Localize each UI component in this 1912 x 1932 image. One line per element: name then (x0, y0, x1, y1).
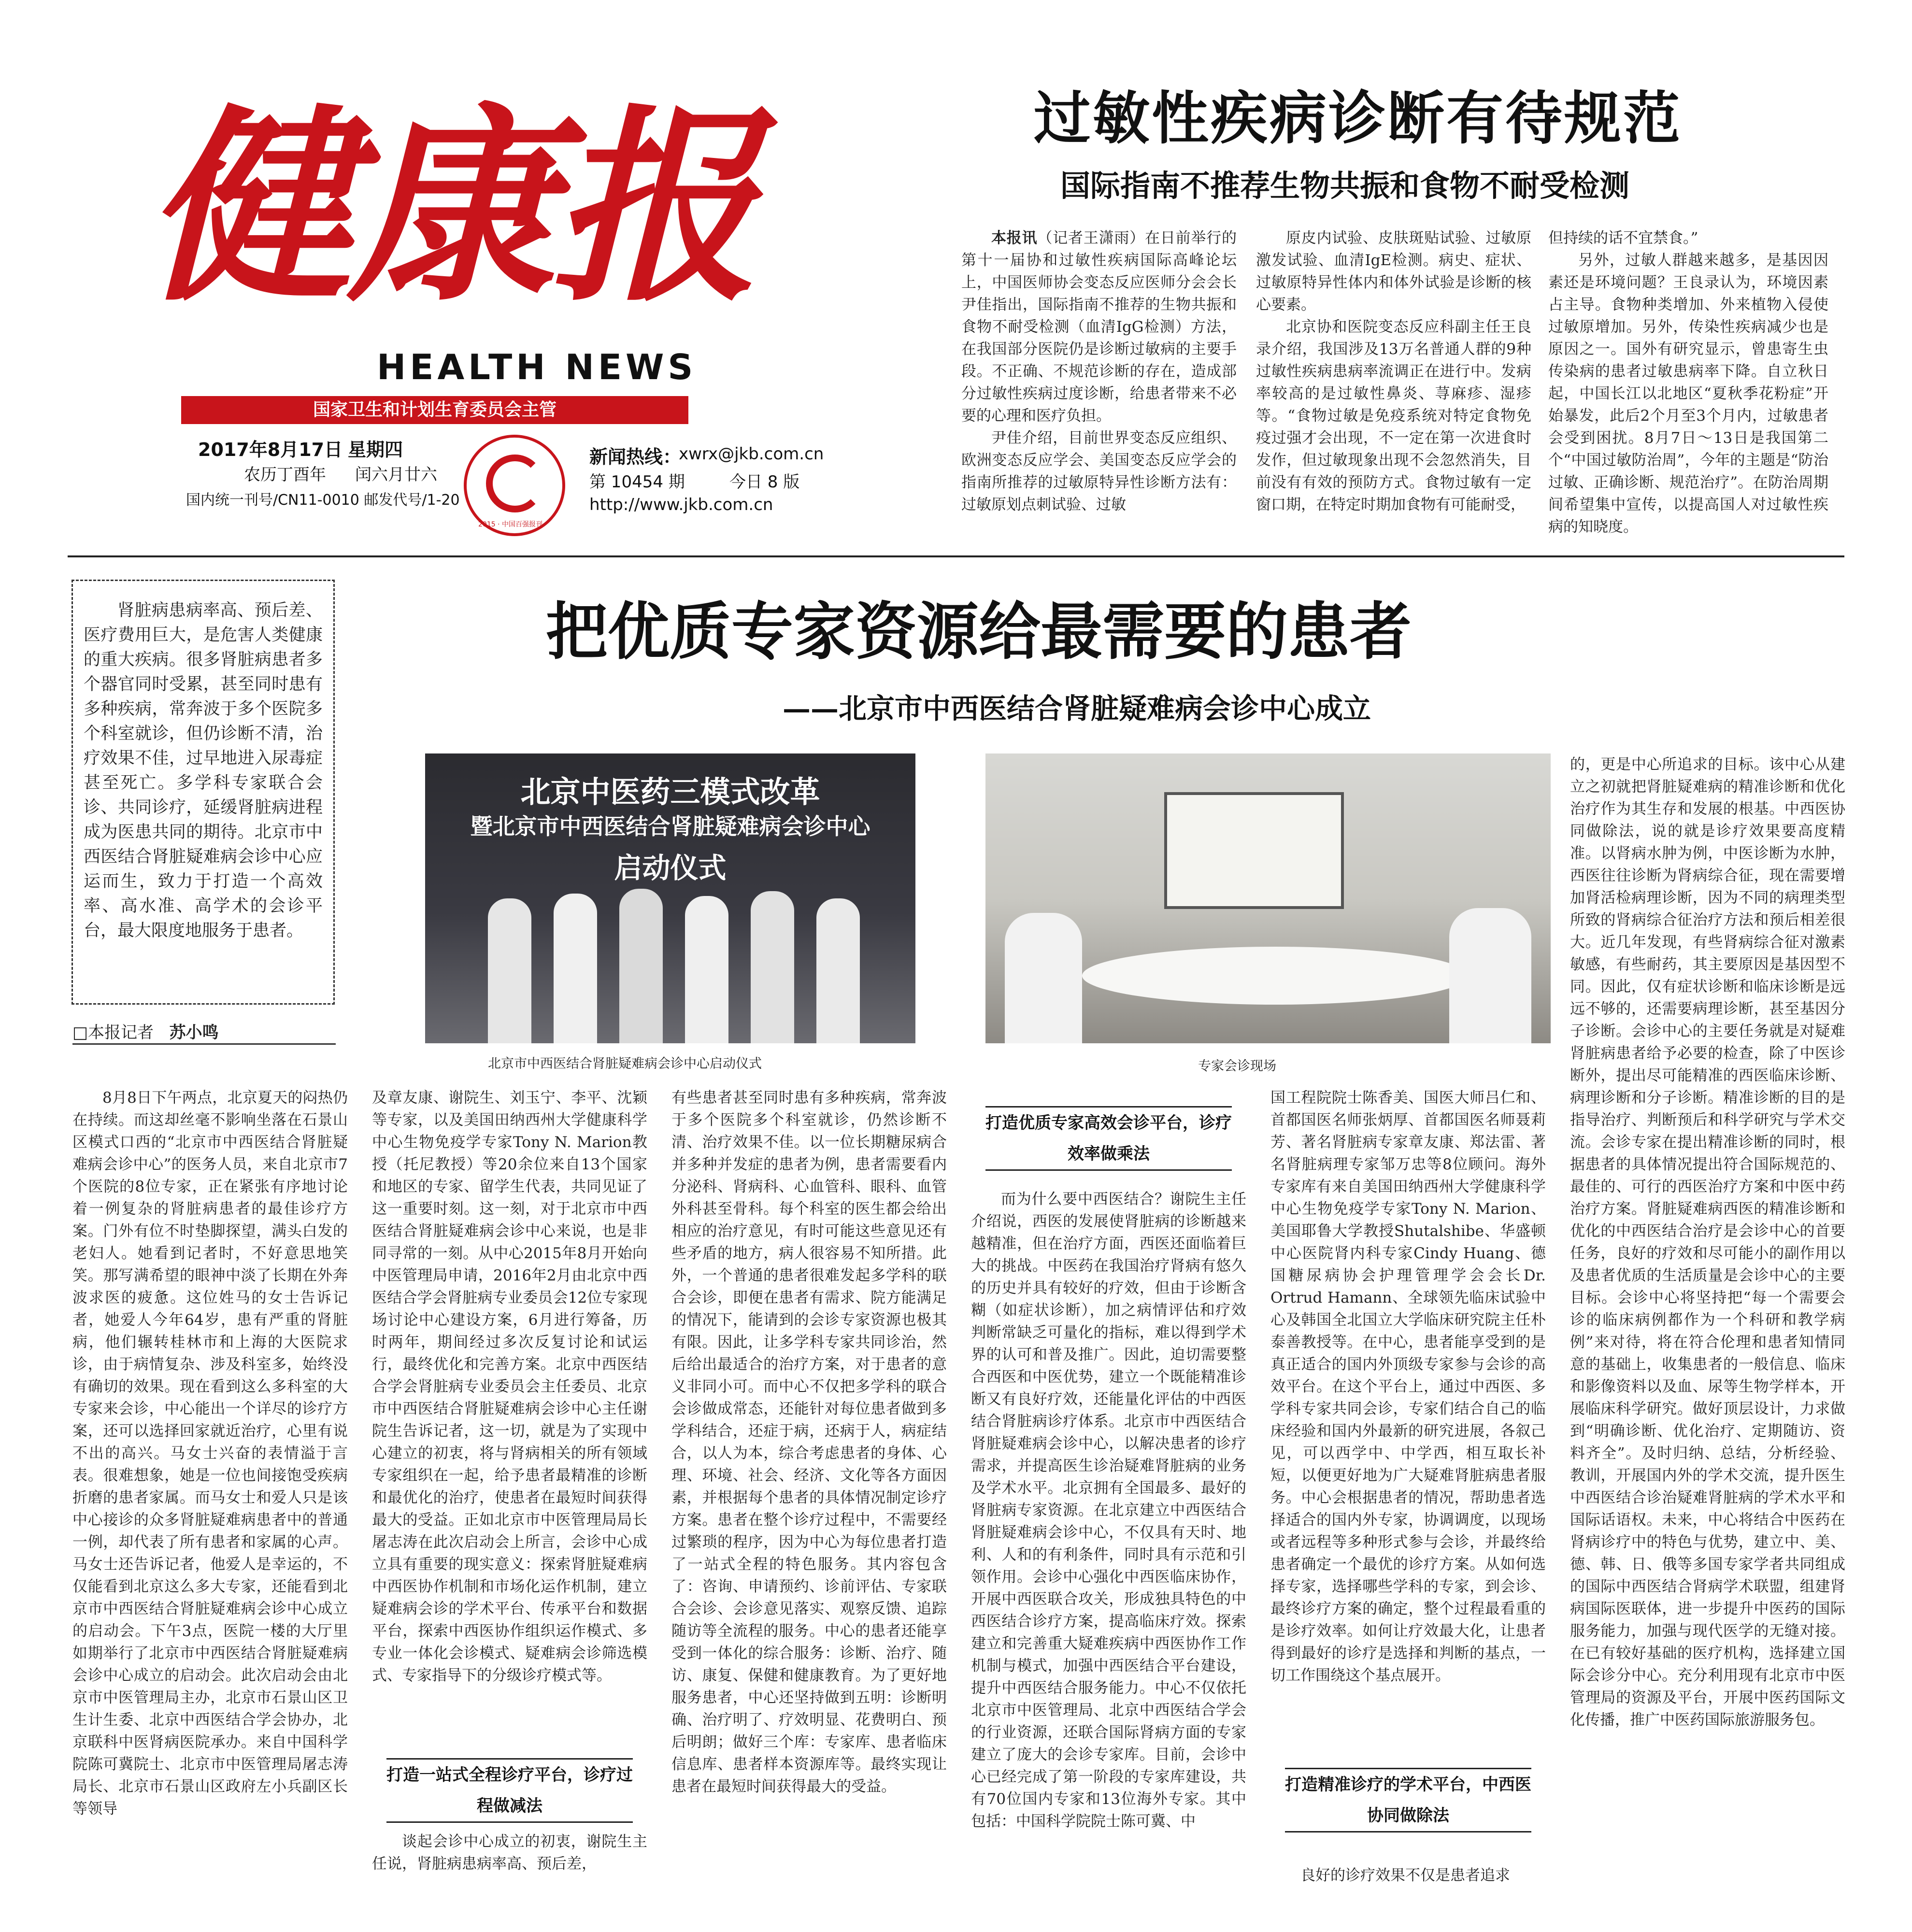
person-figure (488, 898, 531, 1043)
feature-col2-text: 及章友康、谢院生、刘玉宁、李平、沈颖等专家，以及美国田纳西州大学健康科学中心生物免疫学专家Tony N. Marion教授（托尼教授）等20余位来自13个国家和地区的专家、留学生代表，共同见证了这一重要时刻。这一刻，对于北京市中西医结合肾脏疑难病会诊中心来说，也是非同寻常的一刻。从中心2015年8月开始向中医管理局申请，2016年2月由北京中西医结合学会肾脏病专业委员会12位专家现场讨论中心建设方案，6月进行筹备，历时两年，期间经过多次反复讨论和试运行，最终优化和完善方案。北京中西医结合学会肾脏病专业委员会主任委员、北京市中西医结合肾脏疑难病会诊中心主任谢院生告诉记者，这一切，就是为了实现中心建立的初衷，将与肾病相关的所有领域专家组织在一起，给予患者最精准的诊断和最优化的治疗，使患者在最短时间获得最大的受益。正如北京市中医管理局局长屠志涛在此次启动会上所言，会诊中心成立具有重要的现实意义：探索肾脏疑难病中西医协作机制和市场化运作机制，建立疑难病会诊的学术平台、传承平台和数据平台，探索中西医协作组织运作模式、多专业一体化会诊模式、疑难病会诊筛选模式、专家指导下的分级诊疗模式等。 (372, 1089, 647, 1684)
hotline-label: 新闻热线： (589, 446, 682, 468)
consultation-photo (985, 753, 1551, 1043)
person-figure (554, 894, 597, 1043)
lead-column-3 (1548, 227, 1828, 536)
feature-column-2 (372, 1087, 647, 1763)
sponsor-bar: 国家卫生和计划生育委员会主管 (181, 396, 688, 424)
feature-col6-text: 的，更是中心所追求的目标。该中心从建立之初就把肾脏疑难病的精准诊断和优化治疗作为其生存和发展的根基。中西医协同做除法，说的就是诊疗效果要高度精准。以肾病水肿为例，中医诊断为水肿，西医往往诊断为肾病综合征，现在需要增加肾活检病理诊断，因为不同的病理类型所致的肾病综合征治疗方法和预后相差很大。近几年发现，有些肾病综合征对激素敏感，有些耐药，其主要原因是基因型不同。因此，仅有症状诊断和临床诊断是远远不够的，还需要病理诊断，甚至基因分子诊断。会诊中心的主要任务就是对疑难肾脏病患者给予必要的检查，除了中医诊断外，提出尽可能精准的西医临床诊断、病理诊断和分子诊断。精准诊断的目的是指导治疗、判断预后和科学研究与学术交流。会诊专家在提出精准诊断的同时，根据患者的具体情况提出符合国际规范的、最佳的、可行的西医治疗方案和中医中药治疗方案。肾脏疑难病西医的精准诊断和优化的中西医结合治疗是会诊中心的首要任务，良好的疗效和尽可能小的副作用以及患者优质的生活质量是会诊中心的主要目标。会诊中心将坚持把“每一个需要会诊的临床病例都作为一个科研和教学病例”来对待，将在符合伦理和患者知情同意的基础上，收集患者的一般信息、临床和影像资料以及血、尿等生物学样本，开展临床科学研究。做好顶层设计，力求做到“明确诊断、优化治疗、定期随访、资料齐全”。及时归纳、总结，分析经验、教训，开展国内外的学术交流，提升医生中西医结合诊治疑难肾脏病的学术水平和国际话语权。未来，中心将结合中医药在肾病诊疗中的特色与优势，建立中、美、德、韩、日、俄等多国专家学者共同组成的国际中西医结合肾病学术联盟，组建肾病国际医联体，进一步提升中医药的国际服务能力，加强与现代医学的无缝对接。在已有较好基础的医疗机构，选择建立国际会诊分中心。充分利用现有北京市中医管理局的资源及平台，开展中医药国际文化传播，推广中医药国际旅游服务包。 (1570, 756, 1845, 1729)
feature-col5b-text: 良好的诊疗效果不仅是患者追求 (1300, 1867, 1510, 1884)
feature-subheadline: ——北京市中西医结合肾脏疑难病会诊中心成立 (783, 692, 1371, 725)
photo1-banner-line3: 启动仪式 (614, 852, 727, 884)
lead-column-2 (1256, 227, 1531, 536)
launch-ceremony-photo (425, 753, 915, 1043)
lead-byline: 本报讯 (991, 229, 1038, 247)
lead-reporter: （记者王潇雨） (1037, 229, 1145, 247)
person-figure (751, 891, 794, 1043)
feature-byline (72, 1019, 336, 1045)
feature-col2b-text: 谈起会诊中心成立的初衷，谢院生主任说，肾脏病患病率高、预后差， (372, 1833, 647, 1873)
feature-column-5b (1270, 1864, 1546, 1903)
website-link[interactable]: http://www.jkb.com.cn (589, 495, 773, 514)
section-divider (68, 555, 1844, 557)
page-count: 今日 8 版 (729, 472, 800, 492)
lead-subheadline: 国际指南不推荐生物共振和食物不耐受检测 (1060, 168, 1630, 203)
lead-col3-text: 但持续的话不宜禁食。” (1548, 229, 1698, 247)
feature-column-5 (1270, 1087, 1546, 1734)
feature-column-1 (72, 1087, 348, 1903)
subhead-precision: 打造精准诊疗的学术平台，中西医协同做除法 (1285, 1768, 1531, 1833)
feature-col3-text: 有些患者甚至同时患有多种疾病，常奔波于多个医院多个科室就诊，仍然诊断不清、治疗效果不佳。以一位长期糖尿病合并多种并发症的患者为例，患者需要看内分泌科、肾病科、心血管科、眼科、血管外科甚至骨科。每个科室的医生都会给出相应的治疗意见，有时可能这些意见还有些矛盾的地方，病人很容易不知所措。此外，一个普通的患者很难发起多学科的联合会诊，即便在患者有需求、院方能满足的情况下，能请到的会诊专家资源也极其有限。因此，让多学科专家共同诊治，然后给出最适合的治疗方案，对于患者的意义非同小可。而中心不仅把多学科的联合会诊做成常态，还能针对每位患者做到多学科结合，还症于病，还病于人，病症结合，以人为本，综合考虑患者的身体、心理、环境、社会、经济、文化等各方面因素，并根据每个患者的具体情况制定诊疗方案。患者在整个诊疗过程中，不需要经过繁琐的程序，因为中心为每位患者打造了一站式全程的特色服务。其内容包含了：咨询、申请预约、诊前评估、专家联合会诊、会诊意见落实、观察反馈、追踪随访等全流程的服务。中心的患者还能享受到一体化的综合服务：诊断、治疗、随访、康复、保健和健康教育。为了更好地服务患者，中心还坚持做到五明：诊断明确、治疗明了、疗效明显、花费明白、预后明朗；做好三个库：专家库、患者临床信息库、患者样本资源库等。最终实现让患者在最短时间获得最大的受益。 (671, 1089, 947, 1795)
issue-weekday: 星期四 (348, 439, 403, 460)
feature-summary: 肾脏病患病率高、预后差、医疗费用巨大，是危害人类健康的重大疾病。很多肾脏病患者多个器官同时受累，甚至同时患有多种疾病，常奔波于多个医院多个科室就诊，但仍诊断不清，治疗效果不佳，过早地进入尿毒症甚至死亡。多学科专家联合会诊、共同诊疗，延缓肾脏病进程成为医患共同的期待。北京市中西医结合肾脏疑难病会诊中心应运而生，致力于打造一个高效率、高水准、高学术的会诊平台，最大限度地服务于患者。 (84, 601, 323, 940)
feature-col1-text: 8月8日下午两点，北京夏天的闷热仍在持续。而这却丝毫不影响坐落在石景山区模式口西的“北京市中西医结合肾脏疑难病会诊中心”的医务人员，来自北京市7个医院的8位专家，正在紧张有序地讨论着一例复杂的肾脏病患者的最佳诊疗方案。门外有位不时垫脚探望，满头白发的老妇人。她看到记者时，不好意思地笑笑。那写满希望的眼神中淡了长期在外奔波求医的疲惫。这位姓马的女士告诉记者，她爱人今年64岁，患有严重的肾脏病，他们辗转桂林市和上海的大医院求诊，由于病情复杂、涉及科室多，始终没有确切的效果。现在看到这么多科室的大专家来会诊，中心能出一个详尽的诊疗方案，还可以选择回家就近治疗，心里有说不出的高兴。马女士兴奋的表情溢于言表。很难想象，她是一位也间接饱受疾病折磨的患者家属。而马女士和爱人只是该中心接诊的众多肾脏疑难病患者中的普通一例，却代表了所有患者和家属的心声。马女士还告诉记者，他爱人是幸运的，不仅能看到北京这么多大专家，还能看到北京市中西医结合肾脏疑难病会诊中心成立的启动会。下午3点，医院一楼的大厅里如期举行了北京市中西医结合肾脏疑难病会诊中心成立的启动会。此次启动会由北京市中医管理局主办，北京市石景山区卫生计生委、北京中西医结合学会协办，北京联科中医肾病医院承办。来自中国科学院陈可冀院士、北京市中医管理局屠志涛局长、北京市石景山区政府左小兵副区长等领导 (72, 1089, 348, 1818)
feature-column-4 (971, 1188, 1246, 1903)
feature-col5-text: 国工程院院士陈香美、国医大师吕仁和、首都国医名师张炳厚、首都国医名师聂莉芳、著名肾脏病专家章友康、郑法雷、著名肾脏病理专家邹万忠等8位顾问。海外专家库有来自美国田纳西州大学健康科学中心生物免疫学专家Tony N. Marion、美国耶鲁大学教授Shutalshibe、华盛顿中心医院肾内科专家Cindy Huang、德国糖尿病协会护理管理学会会长Dr. Ortrud Hamann、全球领先临床试验中心及韩国全北国立大学临床研究院主任朴泰善教授等。在中心，患者能享受到的是真正适合的国内外顶级专家参与会诊的高效平台。在这个平台上，通过中西医、多学科专家共同会诊，专家们结合自己的临床经验和国内外最新的研究进展，各叙己见，可以西学中、中学西，相互取长补短，以便更好地为广大疑难肾脏病患者服务。中心会根据患者的情况，帮助患者选择适合的国内外专家，协调调度，以现场或者远程等多种形式参与会诊，并最终给患者确定一个最优的诊疗方案。从如何选择专家，选择哪些学科的专家，到会诊、最终诊疗方案的确定，整个过程最看重的是诊疗效率。如何让疗效最大化，让患者得到最好的诊疗是选择和判断的基点，一切工作围绕这个基点展开。 (1270, 1089, 1546, 1684)
lunar-date: 闰六月廿六 (355, 465, 437, 484)
person-figure (619, 889, 663, 1043)
english-title: HEALTH NEWS (377, 347, 697, 387)
feature-reporter-name: 苏小鸣 (169, 1023, 219, 1042)
lead-col2b-text: 北京协和医院变态反应科副主任王良录介绍，我国涉及13万名普通人群的9种过敏性疾病患病率流调正在进行中。发病率较高的是过敏性鼻炎、荨麻疹、湿疹等。“食物过敏是免疫系统对特定食物免疫过强才会出现，不一定在第一次进食时发作，但过敏现象出现不会忽然消失，目前没有有效的预防方式。食物过敏有一定窗口期，在特定时期加食物有可能耐受， (1256, 318, 1531, 513)
photo1-caption: 北京市中西医结合肾脏疑难病会诊中心启动仪式 (488, 1056, 762, 1071)
emblem-text: 2015 · 中国百强报刊 (478, 521, 542, 528)
projection-screen (1164, 792, 1344, 909)
meeting-table (1082, 947, 1469, 1005)
doctor-figure (1005, 913, 1082, 1043)
feature-reporter-label: □本报记者 (72, 1023, 154, 1042)
doctor-figure (1449, 908, 1531, 1043)
issue-date: 2017年8月17日 (198, 439, 343, 460)
people-group (488, 884, 860, 1043)
lead-column-1 (961, 227, 1237, 536)
photo1-banner-line2: 暨北京市中西医结合肾脏疑难病会诊中心 (470, 813, 870, 839)
feature-column-3 (671, 1087, 947, 1903)
masthead-logo: 健康报 (145, 85, 754, 329)
lead-col3b-text: 另外，过敏人群越来越多，是基因因素还是环境问题？王良录认为，环境因素占主导。食物种类增加、外来植物入侵使过敏原增加。另外，传染性疾病减少也是原因之一。国外有研究显示，曾患寄生虫传染病的患者过敏患病率下降。自立秋日起，中国长江以北地区“夏秋季花粉症”开始暴发，此后2个月至3个月内，过敏患者会受到困扰。8月7日～13日是我国第二个“中国过敏防治周”，今年的主题是“防治过敏、正确诊断、规范治疗”。在防治周期间希望集中宣传，以提高国人对过敏性疾病的知晓度。 (1548, 252, 1828, 536)
photo2-caption: 专家会诊现场 (1198, 1059, 1276, 1074)
person-figure (816, 898, 860, 1043)
lead-col1-text: 在日前举行的第十一届协和过敏性疾病国际高峰论坛上，中国医师协会变态反应医师分会会长尹佳指出，国际指南不推荐的生物共振和食物不耐受检测（血清IgG检测）方法，在我国部分医院仍是诊断过敏病的主要手段。不正确、不规范诊断的存在，造成部分过敏性疾病过度诊断，给患者带来不必要的心理和医疗负担。 (961, 229, 1237, 425)
issn-line: 国内统一刊号/CN11-0010 邮发代号/1-20 (186, 492, 460, 509)
lead-col2-text: 原皮内试验、皮肤斑贴试验、过敏原激发试验、血清IgE检测。病史、症状、过敏原特异性体内和体外试验是诊断的核心要素。 (1256, 229, 1531, 313)
issue-number: 第 10454 期 (589, 472, 685, 492)
feature-column-6 (1570, 753, 1845, 1903)
hotline-email[interactable]: xwrx@jkb.com.cn (679, 444, 824, 464)
lead-headline: 过敏性疾病诊断有待规范 (1034, 85, 1683, 152)
feature-summary-box (71, 580, 335, 1005)
feature-column-2b (372, 1831, 647, 1903)
subhead-expert-efficiency: 打造优质专家高效会诊平台，诊疗效率做乘法 (985, 1106, 1232, 1171)
subhead-one-stop: 打造一站式全程诊疗平台，诊疗过程做减法 (386, 1758, 633, 1823)
lunar-year: 农历丁酉年 (244, 465, 326, 484)
person-figure (685, 896, 728, 1043)
feature-headline: 把优质专家资源给最需要的患者 (546, 596, 1412, 668)
lead-col1b-text: 尹佳介绍，目前世界变态反应组织、欧洲变态反应学会、美国变态反应学会的指南所推荐的过敏原特异性诊断方法有：过敏原划点刺试验、过敏 (961, 429, 1237, 513)
feature-col4-text: 而为什么要中西医结合？谢院生主任介绍说，西医的发展使肾脏病的诊断越来越精准，但在治疗方面，西医还面临着巨大的挑战。中医药在我国治疗肾病有悠久的历史并具有较好的疗效，但由于诊断含糊（如症状诊断），加之病情评估和疗效判断常缺乏可量化的指标，难以得到学术界的认可和普及推广。因此，迫切需要整合西医和中医优势，建立一个既能精准诊断又有良好疗效，还能量化评估的中西医结合肾脏病诊疗体系。北京市中西医结合肾脏疑难病会诊中心，以解决患者的诊疗需求，并提高医生诊治疑难肾脏病的业务及学术水平。北京拥有全国最多、最好的肾脏病专家资源。在北京建立中西医结合肾脏疑难病会诊中心，不仅具有天时、地利、人和的有利条件，同时具有示范和引领作用。会诊中心强化中西医临床协作，开展中西医联合攻关，形成独具特色的中西医结合诊疗方案，提高临床疗效。探索建立和完善重大疑难疾病中西医协作工作机制与模式，加强中西医结合平台建设，提升中西医结合服务能力。中心不仅依托北京市中医管理局、北京中西医结合学会的行业资源，还联合国际肾病方面的专家建立了庞大的会诊专家库。目前，会诊中心已经完成了第一阶段的专家库建设，共有70位国内专家和13位海外专家。其中包括：中国科学院院士陈可冀、中 (971, 1191, 1246, 1830)
photo1-banner-line1: 北京中医药三模式改革 (520, 774, 820, 810)
